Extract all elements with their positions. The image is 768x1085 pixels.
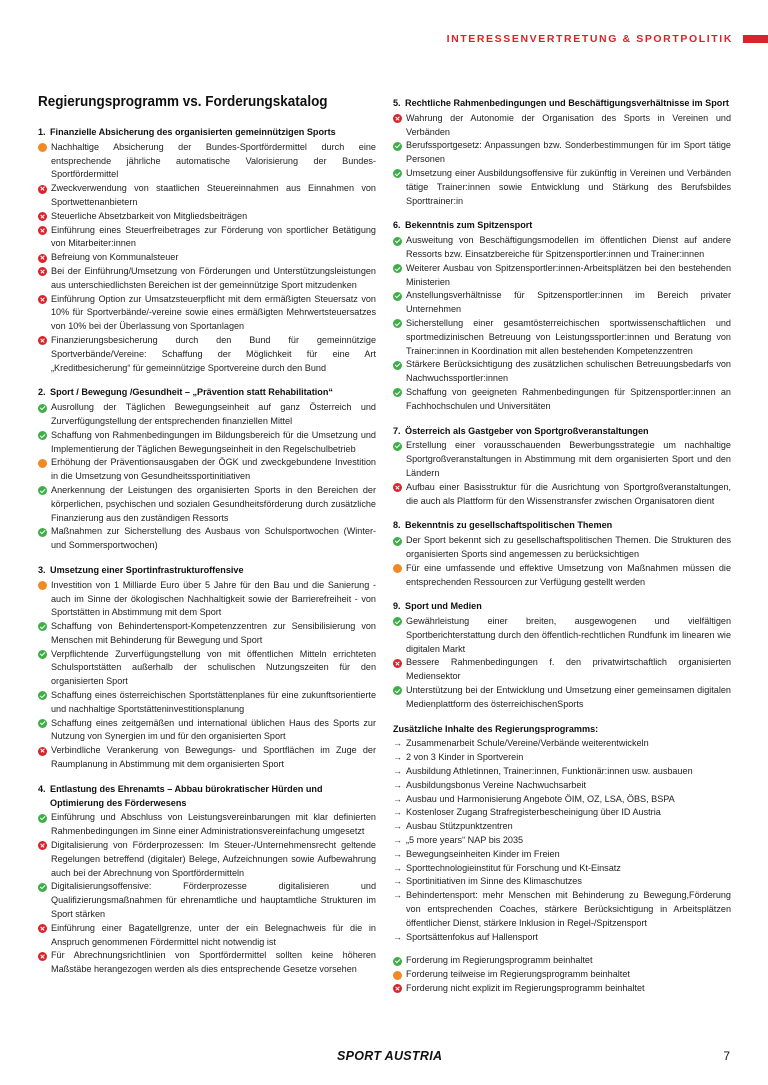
- list-item: [38, 744, 376, 772]
- item-text: Weiterer Ausbau von Spitzensportler:innen-Arbeitsplätzen bei den bestehenden Ministerien: [406, 262, 731, 287]
- list-item: [38, 293, 376, 334]
- check-icon: [38, 691, 47, 700]
- section-number: 5.: [393, 98, 401, 108]
- list-item: [393, 317, 731, 358]
- section-title: Österreich als Gastgeber von Sportgroßveranstaltungen: [405, 425, 649, 436]
- item-text: Digitalisierung von Förderprozessen: Im Steuer-/Unternehmensrecht geltende Regelungen betreffend (digitaler) Belege, Aufzeichnungen sowie Aufbewahrung auch bei der Abrechnung von Sportfördermitteln: [51, 840, 376, 878]
- partial-icon: [38, 143, 47, 152]
- item-text: Ausbau und Harmonisierung Angebote ÖIM, OZ, LSA, ÖBS, BSPA: [406, 793, 675, 804]
- list-item: [38, 456, 376, 484]
- item-text: Wahrung der Autonomie der Organisation des Sports in Vereinen und Verbänden: [406, 112, 731, 137]
- cross-icon: [38, 295, 47, 304]
- item-text: Stärkere Berücksichtigung des zusätzlichen schulischen Betreuungsbedarfs von Nachwuchssportler:innen: [406, 359, 731, 384]
- check-icon: [38, 486, 47, 495]
- list-item: [38, 689, 376, 717]
- legend-text: Forderung im Regierungsprogramm beinhaltet: [406, 955, 593, 966]
- section-title: Sport und Medien: [405, 601, 482, 612]
- item-text: Kostenloser Zugang Strafregisterbescheinigung über ID Austria: [406, 807, 661, 818]
- check-icon: [38, 622, 47, 631]
- cross-icon: [38, 226, 47, 235]
- check-icon: [38, 528, 47, 537]
- section-heading: [393, 97, 731, 111]
- legend-text: Forderung teilweise im Regierungsprogramm beinhaltet: [406, 969, 630, 980]
- section-number: 7.: [393, 425, 401, 436]
- list-item: [38, 949, 376, 977]
- legend-item: [393, 968, 731, 982]
- item-text: Einführung eines Steuerfreibetrages zur Förderung von sportlicher Betätigung von Mitarbeiter:innen: [51, 224, 376, 249]
- list-item: [38, 717, 376, 745]
- item-text: Erstellung einer vorausschauenden Bewerbungsstrategie um nachhaltige Sportgroßveranstaltungen in Abstimmung mit dem organisierten Sport und den Ländern: [406, 440, 731, 478]
- item-text: Gewährleistung einer breiten, ausgewogenen und vielfältigen Sportberichterstattung durch den öffentlich-rechtlichen Rundfunk im linearen wie digitalen Markt: [406, 616, 731, 654]
- item-text: Schaffung von geeigneten Rahmenbedingungen für Spitzensportler:innen an Fachhochschulen und Universitäten: [406, 386, 731, 411]
- list-item: [393, 875, 731, 889]
- check-icon: [393, 169, 402, 178]
- arrow-right-icon: →: [393, 876, 402, 887]
- item-text: 2 von 3 Kinder in Sportverein: [406, 752, 524, 763]
- item-text: Verpflichtende Zurverfügungstellung von mit öffentlichen Mitteln errichteten Schulsportstätten außerhalb der schulischen Nutzungszeiten für den organisierten Sport: [51, 648, 376, 687]
- section-label: INTERESSENVERTRETUNG & SPORTPOLITIK: [446, 33, 733, 45]
- section-title: Sport / Bewegung /Gesundheit – „Prävention statt Rehabilitation“: [50, 387, 333, 398]
- legend-item: [393, 954, 731, 968]
- left-column: [38, 126, 376, 988]
- item-text: Einführung Option zur Umsatzsteuerpflicht mit dem ermäßigten Steuersatz von 10% für Sportverbände/-vereine sowie eines ermäßigten Mehrwertsteuersatzes von 10% bei der Überlassung von Sportanlagen: [51, 293, 376, 332]
- section-number: 9.: [393, 601, 401, 612]
- list-item: [38, 182, 376, 210]
- partial-icon: [393, 971, 402, 980]
- arrow-right-icon: →: [393, 793, 402, 804]
- item-text: Schaffung von Rahmenbedingungen im Bildungsbereich für die Umsetzung und Implementierung der Täglichen Bewegungseinheit in den Regelschulbetrieb: [51, 429, 376, 454]
- section-number: 6.: [393, 220, 401, 231]
- page-number: 7: [723, 1049, 730, 1063]
- list-item: [38, 811, 376, 839]
- list-item: [393, 751, 731, 765]
- list-item: [393, 534, 731, 562]
- additional-list: [393, 737, 731, 944]
- cross-icon: [38, 254, 47, 263]
- list-item: [38, 880, 376, 921]
- item-text: Ausbildung Athletinnen, Trainer:innen, Funktionär:innen usw. ausbauen: [406, 766, 693, 777]
- sport-austria-logo: SPORT AUSTRIA: [337, 1049, 443, 1063]
- list-item: [38, 839, 376, 880]
- item-text: Aufbau einer Basisstruktur für die Ausrichtung von Sportgroßveranstaltungen, die auch als Plattform für den Wissenstransfer zwischen Organisatoren dient: [406, 481, 731, 506]
- list-item: [393, 656, 731, 684]
- list-item: [38, 141, 376, 182]
- check-icon: [393, 319, 402, 328]
- section-title: Bekenntnis zum Spitzensport: [405, 220, 533, 231]
- item-text: Sicherstellung einer gesamtösterreichischen sportwissenschaftlichen und sportmedizinischen Betreuung von Leistungssportler:innen und Beratung von Trainer:innen in Koordination mit allen bestehenden Kompetenzzentren: [406, 317, 731, 356]
- right-sections: [393, 97, 731, 712]
- section: [393, 600, 731, 711]
- check-icon: [393, 686, 402, 695]
- list-item: [393, 358, 731, 386]
- legend: [393, 954, 731, 995]
- item-text: Bessere Rahmenbedingungen f. den privatwirtschaftlich organisierten Mediensektor: [406, 657, 731, 682]
- arrow-right-icon: →: [393, 848, 402, 859]
- item-text: Behindertensport: mehr Menschen mit Behinderung zu Bewegung,Förderung von entsprechenden Coaches, stärkere Berücksichtigung in Arbeitsplätzen öffentlicher Dienst, stärkere Inklusion in Regel-/Spitzensport: [406, 890, 731, 928]
- section: [393, 425, 731, 509]
- list-item: [393, 848, 731, 862]
- arrow-right-icon: →: [393, 766, 402, 777]
- item-text: Ausbau Stützpunktzentren: [406, 821, 513, 832]
- item-text: Ausrollung der Täglichen Bewegungseinheit auf ganz Österreich und Zurverfügungstellung der entsprechenden finanziellen Mittel: [51, 402, 376, 426]
- item-text: „5 more years“ NAP bis 2035: [406, 835, 524, 846]
- check-icon: [393, 142, 402, 151]
- legend-text: Forderung nicht explizit im Regierungsprogramm beinhaltet: [406, 983, 645, 994]
- item-text: Sportsättenfokus auf Hallensport: [406, 931, 538, 942]
- item-text: Anstellungsverhältnisse für Spitzensportler:innen im Bereich privater Unternehmen: [406, 290, 731, 315]
- list-item: [38, 334, 376, 375]
- check-icon: [393, 442, 402, 451]
- section-heading: [393, 519, 731, 533]
- item-text: Steuerliche Absetzbarkeit von Mitgliedsbeiträgen: [51, 210, 248, 221]
- list-item: [38, 429, 376, 457]
- list-item: [393, 793, 731, 807]
- list-item: [38, 484, 376, 525]
- list-item: [38, 265, 376, 293]
- arrow-right-icon: →: [393, 738, 402, 749]
- list-item: [393, 779, 731, 793]
- section: [393, 97, 731, 208]
- section-number: 1.: [38, 127, 46, 137]
- arrow-right-icon: →: [393, 931, 402, 942]
- check-icon: [38, 404, 47, 413]
- list-item: [393, 562, 731, 590]
- cross-icon: [38, 747, 47, 756]
- section-title: Bekenntnis zu gesellschaftspolitischen Themen: [405, 520, 613, 531]
- list-item: [393, 834, 731, 848]
- section: [393, 519, 731, 589]
- section-heading: [393, 425, 731, 439]
- item-text: Bei der Einführung/Umsetzung von Förderungen und Unterstützungsleistungen aus unterschiedlichsten Bereichen ist der gemeinnützige Sport mitzudenken: [51, 265, 376, 290]
- list-item: [393, 889, 731, 930]
- cross-icon: [393, 483, 402, 492]
- arrow-right-icon: →: [393, 752, 402, 763]
- check-icon: [393, 388, 402, 397]
- partial-icon: [393, 564, 402, 573]
- check-icon: [393, 617, 402, 626]
- list-item: [393, 234, 731, 262]
- item-text: Zusammenarbeit Schule/Vereine/Verbände weiterentwickeln: [406, 738, 649, 749]
- list-item: [393, 139, 731, 167]
- list-item: [393, 820, 731, 834]
- item-text: Schaffung eines zeitgemäßen und international üblichen Haus des Sports zur Nutzung von Synergien im und für den organisierten Sport: [51, 717, 376, 742]
- check-icon: [38, 650, 47, 659]
- cross-icon: [38, 267, 47, 276]
- section-heading: [393, 600, 731, 614]
- item-text: Berufssportgesetz: Anpassungen bzw. Sonderbestimmungen für im Sport tätige Personen: [406, 140, 731, 165]
- item-text: Ausbildungsbonus Vereine Nachwuchsarbeit: [406, 779, 586, 790]
- cross-icon: [393, 114, 402, 123]
- cross-icon: [38, 185, 47, 194]
- list-item: [393, 262, 731, 290]
- list-item: [393, 931, 731, 945]
- list-item: [38, 579, 376, 620]
- list-item: [393, 615, 731, 656]
- item-text: Für eine umfassende und effektive Umsetzung von Maßnahmen müssen die entsprechenden Ressourcen zur Verfügung gestellt werden: [406, 562, 731, 587]
- check-icon: [393, 957, 402, 966]
- item-text: Sporttechnologieinstitut für Forschung und Kt-Einsatz: [406, 862, 621, 873]
- partial-icon: [38, 459, 47, 468]
- page-title: Regierungsprogramm vs. Forderungskatalog: [38, 93, 328, 110]
- section-title: Entlastung des Ehrenamts – Abbau bürokratischer Hürden und Optimierung des Förderwesens: [50, 783, 323, 808]
- list-item: [393, 481, 731, 509]
- list-item: [38, 401, 376, 429]
- list-item: [38, 224, 376, 252]
- list-item: [393, 684, 731, 712]
- section: [393, 219, 731, 413]
- section: [38, 386, 376, 553]
- cross-icon: [38, 841, 47, 850]
- partial-icon: [38, 581, 47, 590]
- cross-icon: [38, 336, 47, 345]
- list-item: [38, 210, 376, 224]
- section-title: Finanzielle Absicherung des organisierten gemeinnützigen Sports: [50, 127, 336, 137]
- additional-heading: Zusätzliche Inhalte des Regierungsprogramms:: [393, 723, 599, 734]
- check-icon: [393, 237, 402, 246]
- section: [38, 126, 376, 375]
- legend-item: [393, 982, 731, 996]
- cross-icon: [38, 212, 47, 221]
- section-header: [447, 33, 768, 45]
- item-text: Bewegungseinheiten Kinder im Freien: [406, 848, 560, 859]
- item-text: Zweckverwendung von staatlichen Steuereinnahmen aus Einnahmen von Sportwettenanbietern: [51, 183, 376, 207]
- check-icon: [393, 361, 402, 370]
- section-heading: [38, 564, 376, 578]
- list-item: [38, 648, 376, 689]
- item-text: Investition von 1 Milliarde Euro über 5 Jahre für den Bau und die Sanierung - auch im Sinne der ökologischen Nachhaltigkeit sowie der Barrierefreiheit - von Sportstätten in Abstimmung mit dem Sport: [51, 579, 376, 618]
- item-text: Nachhaltige Absicherung der Bundes-Sportfördermittel durch eine entsprechende jährliche automatische Valorisierung der Bundes-Sportfördermittel: [51, 141, 376, 180]
- item-text: Sportinitiativen im Sinne des Klimaschutzes: [406, 876, 582, 887]
- check-icon: [38, 814, 47, 823]
- section-title: Rechtliche Rahmenbedingungen und Beschäftigungsverhältnisse im Sport: [405, 98, 729, 108]
- accent-stripe: [743, 35, 768, 43]
- section-number: 8.: [393, 520, 401, 531]
- list-item: [393, 439, 731, 480]
- item-text: Maßnahmen zur Sicherstellung des Ausbaus von Schulsportwochen (Winter- und Sommersportwochen): [51, 526, 376, 551]
- item-text: Befreiung von Kommunalsteuer: [51, 252, 179, 263]
- cross-icon: [38, 952, 47, 961]
- check-icon: [393, 537, 402, 546]
- list-item: [393, 386, 731, 414]
- item-text: Unterstützung bei der Entwicklung und Umsetzung einer gemeinsamen digitalen Medienplattform des österreichischenSports: [406, 685, 731, 709]
- check-icon: [38, 431, 47, 440]
- item-text: Schaffung von Behindertensport-Kompetenzzentren zur Sensibilisierung von Menschen mit Behinderung für Bewegung und Sport: [51, 621, 376, 645]
- item-text: Anerkennung der Leistungen des organisierten Sports in den Bereichen der körperlichen, psychischen und sozialen Gesundheitsförderung durch zusätzliche Finanzierung aus den zuständigen Ressorts: [51, 484, 376, 523]
- arrow-right-icon: →: [393, 807, 402, 818]
- list-item: [38, 525, 376, 553]
- item-text: Ausweitung von Beschäftigungsmodellen im öffentlichen Dienst auf andere Ressorts bzw. Einsatzbereiche für Spitzensportler:innen und Trainer:innen: [406, 235, 731, 259]
- arrow-right-icon: →: [393, 821, 402, 832]
- list-item: [393, 167, 731, 208]
- section-number: 3.: [38, 564, 46, 575]
- section-title: Umsetzung einer Sportinfrastrukturoffensive: [50, 564, 244, 575]
- cross-icon: [393, 984, 402, 993]
- list-item: [38, 251, 376, 265]
- item-text: Verbindliche Verankerung von Bewegungs- und Sportflächen im Zuge der Raumplanung in Abstimmung mit dem organisierten Sport: [51, 745, 376, 770]
- section-heading: [393, 219, 731, 233]
- item-text: Schaffung eines österreichischen Sportstättenplanes für eine zukunftsorientierte und nachhaltige Sportstätteninvestitionsplanung: [51, 690, 376, 714]
- list-item: [393, 737, 731, 751]
- list-item: [393, 289, 731, 317]
- item-text: Digitalisierungsoffensive: Förderprozesse digitalisieren und Qualifizierungsmaßnahmen für ehrenamtliche und hauptamtliche Strukturen im Sport stärken: [51, 881, 376, 920]
- item-text: Einführung einer Bagatellgrenze, unter der ein Belegnachweis für die in Anspruch genommenen Fördermittel nicht notwendig ist: [51, 922, 376, 947]
- section: [38, 564, 376, 772]
- section-heading: [38, 126, 376, 140]
- cross-icon: [393, 659, 402, 668]
- section-number: 4.: [38, 783, 46, 794]
- item-text: Erhöhung der Präventionsausgaben der ÖGK und zweckgebundene Investition in die Umsetzung von Gesundheitssportinitiativen: [51, 457, 376, 482]
- list-item: [393, 806, 731, 820]
- list-item: [38, 922, 376, 950]
- check-icon: [38, 883, 47, 892]
- arrow-right-icon: →: [393, 862, 402, 873]
- right-column: [393, 97, 731, 996]
- item-text: Der Sport bekennt sich zu gesellschaftspolitischen Themen. Die Strukturen des organisierten Sports sind angemessen zu berücksichtigen: [406, 535, 731, 559]
- list-item: [393, 862, 731, 876]
- check-icon: [38, 719, 47, 728]
- list-item: [393, 112, 731, 140]
- item-text: Umsetzung einer Ausbildungsoffensive für zukünftig in Vereinen und Verbänden tätige Trainer:innen sowie Entwicklung und Stärkung des Berufsbildes Sporttrainer:in: [406, 167, 731, 206]
- additional-contents: [393, 723, 731, 945]
- check-icon: [393, 264, 402, 273]
- section-number: 2.: [38, 387, 46, 398]
- arrow-right-icon: →: [393, 890, 402, 901]
- item-text: Einführung und Abschluss von Leistungsvereinbarungen mit klar definierten Rahmenbedingungen im Sinne einer Administrationsvereinfachung umgesetzt: [51, 812, 376, 837]
- arrow-right-icon: →: [393, 835, 402, 846]
- list-item: [393, 765, 731, 779]
- section-heading: [38, 783, 376, 811]
- section-heading: [38, 386, 376, 400]
- list-item: [38, 620, 376, 648]
- check-icon: [393, 292, 402, 301]
- section: [38, 783, 376, 977]
- arrow-right-icon: →: [393, 779, 402, 790]
- item-text: Für Abrechnungsrichtlinien von Sportfördermittel sollten keine höheren Maßstäbe herangezogen werden als dies entsprechende Gesetze vorsehen: [51, 950, 376, 975]
- item-text: Finanzierungsbesicherung durch den Bund für gemeinnützige Sportverbände/Vereine: Schaffung der Möglichkeit für eine Art „Kreditbesicherung“ für gemeinnützige Sportvereine durch den Bund: [51, 334, 376, 373]
- cross-icon: [38, 924, 47, 933]
